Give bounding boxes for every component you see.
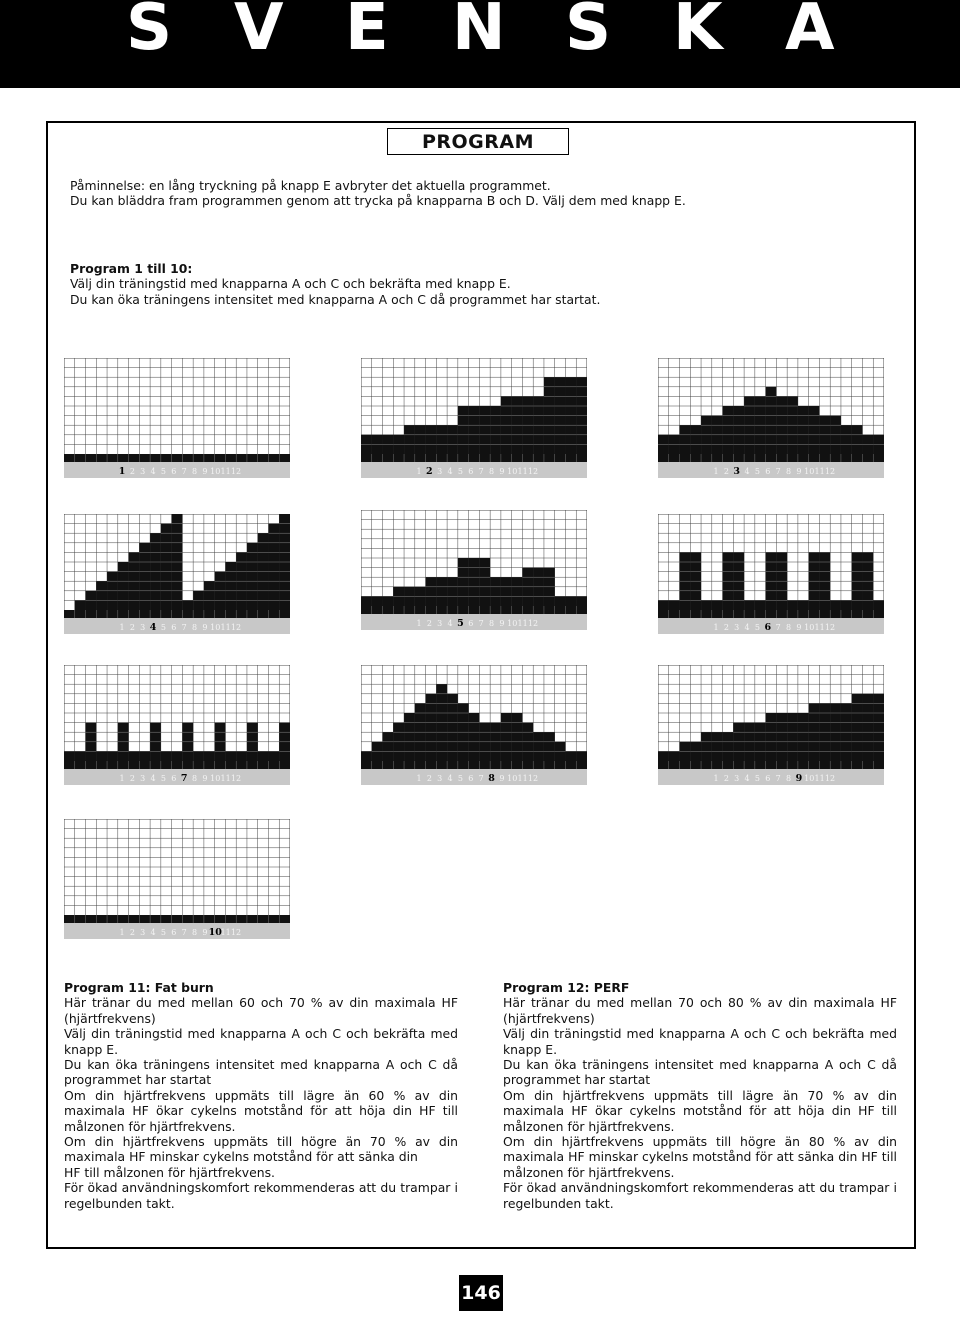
grid-background [64, 819, 290, 923]
profile-grid-svg [64, 514, 290, 634]
program-11-paragraph: Om din hjärtfrekvens uppmäts till högre än 70 % av din maximala HF minskar cykelns motstånd för att sänka din [64, 1134, 458, 1165]
program-number-label: 6 [765, 774, 771, 783]
profile-grid-svg [361, 510, 587, 630]
program-number-label: 7 [181, 467, 187, 476]
program-number-label: 9 [202, 928, 208, 937]
profile-bar [680, 425, 691, 454]
program-number-strip [64, 923, 290, 939]
program-number-label: 3 [734, 774, 740, 783]
program-number-label: 3 [140, 467, 146, 476]
program-number-label: 10 [507, 467, 518, 476]
profile-bar [107, 751, 118, 761]
banner-letter: N [452, 0, 506, 65]
profile-bar [490, 577, 501, 606]
program-12-paragraph: Här tränar du med mellan 70 och 80 % av din maximala HF (hjärtfrekvens) [503, 995, 897, 1026]
profile-bar [225, 751, 236, 761]
programs-1-10-heading: Program 1 till 10: [70, 261, 193, 276]
program-number-selected: 6 [764, 622, 772, 633]
profile-bar [479, 558, 490, 606]
page-number: 146 [459, 1275, 503, 1311]
profile-bar [161, 524, 172, 610]
program-number-label: 12 [230, 774, 242, 783]
profile-bar [766, 387, 777, 454]
profile-bar [426, 577, 437, 606]
program-number-selected: 4 [149, 622, 157, 633]
program-number-label: 2 [129, 774, 135, 783]
profile-bar [809, 406, 820, 454]
program-11-paragraph: För ökad användningskomfort rekommenderas att du trampar i regelbunden takt. [64, 1180, 458, 1211]
program-chart-4 [64, 514, 290, 634]
program-number-selected: 1 [118, 466, 126, 477]
program-number-label: 9 [796, 623, 802, 632]
program-number-label: 6 [765, 467, 771, 476]
profile-bar [701, 732, 712, 761]
profile-bar [436, 425, 447, 454]
profile-bar [118, 562, 129, 610]
program-number-strip [361, 614, 587, 630]
program-number-label: 9 [202, 623, 208, 632]
program-number-label: 11 [220, 623, 231, 632]
program-number-label: 4 [744, 623, 750, 632]
program-number-label: 3 [437, 774, 443, 783]
program-number-label: 4 [150, 467, 156, 476]
profile-bar [701, 600, 712, 610]
profile-bar [798, 406, 809, 454]
profile-bar [404, 425, 415, 454]
profile-base [361, 761, 587, 769]
program-number-label: 11 [517, 619, 528, 628]
program-11-paragraph: Du kan öka träningens intensitet med knapparna A och C då programmet har startat [64, 1057, 458, 1088]
program-number-label: 8 [191, 774, 198, 783]
program-number-label: 12 [824, 467, 836, 476]
banner-letter: V [234, 0, 284, 65]
profile-grid-svg [64, 358, 290, 478]
program-number-strip [658, 769, 884, 785]
program-number-label: 2 [129, 623, 135, 632]
profile-bar [436, 577, 447, 606]
profile-bar [852, 694, 863, 761]
program-number-label: 11 [220, 928, 231, 937]
programs-1-10-line: Du kan öka träningens intensitet med knapparna A och C då programmet har startat. [70, 291, 601, 307]
profile-bar [469, 713, 480, 761]
profile-bar [712, 600, 723, 610]
profile-bar [830, 600, 841, 610]
profile-bar [258, 751, 269, 761]
profile-bar [64, 751, 75, 761]
program-number-label: 2 [723, 774, 729, 783]
program-number-label: 12 [230, 467, 242, 476]
profile-bar [723, 732, 734, 761]
profile-bar [268, 524, 279, 610]
profile-bar [361, 596, 372, 606]
program-number-selected: 3 [733, 466, 741, 477]
program-number-label: 7 [478, 774, 484, 783]
profile-base [658, 454, 884, 462]
profile-bar [172, 751, 183, 761]
grid-background [64, 358, 290, 462]
profile-bar [576, 596, 587, 606]
program-number-label: 9 [499, 619, 505, 628]
profile-bar [426, 425, 437, 454]
profile-bar [268, 751, 279, 761]
profile-bar [193, 751, 204, 761]
profile-bar [733, 406, 744, 454]
program-11-paragraph: Välj din träningstid med knapparna A och C och bekräfta med knapp E. [64, 1026, 458, 1057]
program-number-label: 7 [478, 619, 484, 628]
program-number-label: 7 [478, 467, 484, 476]
program-number-strip [64, 462, 290, 478]
program-number-label: 5 [160, 774, 167, 783]
profile-bar [873, 694, 884, 761]
program-number-selected: 5 [457, 618, 464, 629]
program-number-label: 7 [181, 928, 187, 937]
profile-bar [766, 713, 777, 761]
profile-bar [744, 600, 755, 610]
profile-bar [139, 543, 150, 610]
profile-bar [501, 713, 512, 761]
profile-bar [501, 577, 512, 606]
program-number-label: 4 [447, 619, 453, 628]
profile-bar [776, 713, 787, 761]
program-11-section [64, 980, 458, 1211]
profile-grid-svg [658, 358, 884, 478]
program-number-label: 2 [426, 774, 432, 783]
program-11-paragraph: HF till målzonen för hjärtfrekvens. [64, 1164, 275, 1180]
program-chart-1 [64, 358, 290, 478]
program-11-paragraph: Om din hjärtfrekvens uppmäts till lägre än 60 % av din maximala HF ökar cykelns motstånd för att höja din HF till målzonen för hjärtfrekvens. [64, 1087, 458, 1134]
program-number-label: 7 [775, 467, 781, 476]
program-number-label: 1 [119, 623, 125, 632]
program-11-paragraph: Här tränar du med mellan 60 och 70 % av din maximala HF (hjärtfrekvens) [64, 995, 458, 1026]
program-number-label: 12 [230, 928, 242, 937]
program-12-paragraph: Du kan öka träningens intensitet med knapparna A och C då programmet har startat [503, 1057, 897, 1088]
profile-base [361, 606, 587, 614]
program-number-label: 10 [210, 623, 221, 632]
program-number-label: 1 [119, 928, 125, 937]
program-number-label: 6 [468, 619, 474, 628]
profile-bar [469, 406, 480, 454]
profile-bar [787, 600, 798, 610]
program-number-label: 7 [181, 623, 187, 632]
program-number-label: 8 [191, 623, 198, 632]
profile-bar [204, 751, 215, 761]
program-number-label: 1 [416, 774, 422, 783]
program-number-label: 10 [507, 619, 518, 628]
programs-1-10-text [70, 261, 870, 307]
program-number-label: 5 [160, 467, 167, 476]
profile-bar [129, 751, 140, 761]
profile-base [658, 761, 884, 769]
profile-bar [669, 600, 680, 610]
program-number-label: 9 [796, 467, 802, 476]
program-number-label: 3 [140, 774, 146, 783]
program-number-strip [361, 462, 587, 478]
program-number-label: 6 [171, 928, 177, 937]
profile-bar [426, 694, 437, 761]
profile-bar [458, 558, 469, 606]
program-number-selected: 7 [180, 773, 188, 784]
profile-bar [161, 751, 172, 761]
program-number-selected: 9 [795, 773, 803, 784]
profile-bar [458, 406, 469, 454]
profile-bar [873, 600, 884, 610]
profile-bar [469, 558, 480, 606]
profile-bar [75, 600, 86, 610]
program-number-label: 2 [129, 928, 135, 937]
program-number-label: 5 [754, 774, 761, 783]
program-12-paragraph: Om din hjärtfrekvens uppmäts till lägre än 70 % av din maximala HF ökar cykelns motstånd för att höja din HF till målzonen för hjärtfrekvens. [503, 1087, 897, 1134]
program-number-label: 3 [140, 928, 146, 937]
program-number-label: 1 [713, 774, 719, 783]
program-number-label: 9 [499, 774, 505, 783]
banner-letter: A [785, 0, 835, 65]
profile-bar [841, 425, 852, 454]
profile-bar [576, 751, 587, 761]
program-number-label: 9 [202, 774, 208, 783]
program-number-label: 2 [426, 619, 432, 628]
program-11-heading: Program 11: Fat burn [64, 980, 214, 995]
profile-bar [139, 751, 150, 761]
program-number-label: 4 [150, 928, 156, 937]
program-number-strip [64, 618, 290, 634]
program-chart-5 [361, 510, 587, 630]
profile-base [361, 454, 587, 462]
program-chart-3 [658, 358, 884, 478]
profile-grid-svg [658, 665, 884, 785]
program-number-label: 3 [734, 623, 740, 632]
program-number-label: 4 [447, 467, 453, 476]
program-chart-10 [64, 819, 290, 939]
profile-bar [565, 596, 576, 606]
profile-grid-svg [64, 819, 290, 939]
profile-grid-svg [658, 514, 884, 634]
program-number-label: 10 [804, 623, 815, 632]
profile-grid-svg [361, 665, 587, 785]
profile-base [658, 610, 884, 618]
profile-bar [512, 577, 523, 606]
program-number-label: 7 [775, 623, 781, 632]
program-12-paragraph: Välj din träningstid med knapparna A och C och bekräfta med knapp E. [503, 1026, 897, 1057]
program-number-label: 6 [468, 774, 474, 783]
program-number-label: 9 [202, 467, 208, 476]
program-number-label: 11 [517, 774, 528, 783]
intro-line: Påminnelse: en lång tryckning på knapp E avbryter det aktuella programmet. [70, 178, 551, 193]
program-number-label: 10 [210, 467, 221, 476]
program-number-label: 6 [171, 774, 177, 783]
program-chart-6 [658, 514, 884, 634]
program-number-label: 2 [723, 623, 729, 632]
profile-bar [447, 425, 458, 454]
profile-grid-svg [361, 358, 587, 478]
program-number-label: 11 [220, 467, 231, 476]
programs-1-10-line: Välj din träningstid med knapparna A och C och bekräfta med knapp E. [70, 276, 511, 292]
profile-bar [658, 600, 669, 610]
program-number-strip [64, 769, 290, 785]
profile-bar [862, 694, 873, 761]
program-number-label: 4 [447, 774, 453, 783]
banner-letter: S [126, 0, 173, 65]
program-number-label: 4 [744, 467, 750, 476]
profile-bar [787, 713, 798, 761]
profile-bar [204, 581, 215, 610]
program-number-label: 11 [814, 623, 825, 632]
program-12-heading: Program 12: PERF [503, 980, 630, 995]
profile-bar [798, 600, 809, 610]
program-number-label: 12 [824, 623, 836, 632]
program-number-label: 7 [775, 774, 781, 783]
banner-letter: K [673, 0, 723, 65]
profile-bar [383, 732, 394, 761]
program-number-label: 5 [160, 928, 167, 937]
program-number-label: 1 [416, 619, 422, 628]
profile-bar [852, 425, 863, 454]
program-number-label: 6 [171, 623, 177, 632]
profile-bar [690, 425, 701, 454]
profile-bar [415, 425, 426, 454]
profile-base [64, 610, 290, 618]
program-number-label: 10 [804, 467, 815, 476]
program-number-label: 12 [824, 774, 836, 783]
program-number-label: 1 [119, 774, 125, 783]
profile-bar [479, 406, 490, 454]
program-number-label: 4 [150, 774, 156, 783]
program-number-label: 8 [488, 467, 495, 476]
profile-bar [383, 596, 394, 606]
profile-bar [555, 596, 566, 606]
program-number-selected: 2 [426, 466, 433, 477]
program-number-label: 1 [713, 467, 719, 476]
profile-bar [447, 577, 458, 606]
profile-bar [544, 732, 555, 761]
program-chart-2 [361, 358, 587, 478]
program-number-label: 12 [527, 774, 539, 783]
profile-bar [533, 732, 544, 761]
program-number-label: 11 [220, 774, 231, 783]
profile-bar [247, 543, 258, 610]
profile-base [64, 915, 290, 923]
program-number-label: 3 [140, 623, 146, 632]
profile-bar [658, 751, 669, 761]
program-number-label: 8 [191, 928, 198, 937]
program-number-label: 11 [814, 774, 825, 783]
program-number-label: 2 [723, 467, 729, 476]
profile-bar [182, 600, 193, 610]
profile-base [64, 761, 290, 769]
profile-bar [75, 751, 86, 761]
profile-bar [372, 596, 383, 606]
program-number-label: 5 [160, 623, 167, 632]
profile-bar [798, 713, 809, 761]
profile-bar [841, 600, 852, 610]
program-number-label: 8 [785, 623, 792, 632]
program-number-label: 8 [785, 774, 792, 783]
program-number-label: 9 [499, 467, 505, 476]
program-number-label: 6 [468, 467, 474, 476]
program-number-strip [361, 769, 587, 785]
program-number-label: 8 [191, 467, 198, 476]
profile-bar [490, 406, 501, 454]
program-number-label: 8 [488, 619, 495, 628]
profile-bar [723, 406, 734, 454]
profile-bar [96, 751, 107, 761]
program-number-label: 11 [814, 467, 825, 476]
profile-bar [447, 694, 458, 761]
program-number-label: 3 [437, 467, 443, 476]
program-number-label: 1 [416, 467, 422, 476]
profile-bar [512, 713, 523, 761]
banner-letter: E [345, 0, 389, 65]
intro-line: Du kan bläddra fram programmen genom att trycka på knapparna B och D. Välj dem med knapp E. [70, 193, 686, 209]
program-number-label: 12 [527, 619, 539, 628]
intro-text [70, 178, 870, 209]
profile-bar [755, 600, 766, 610]
program-number-label: 3 [437, 619, 443, 628]
program-number-label: 5 [457, 467, 464, 476]
program-number-label: 2 [129, 467, 135, 476]
program-12-paragraph: Om din hjärtfrekvens uppmäts till högre än 80 % av din maximala HF minskar cykelns motstånd för att sänka din HF till målzonen för hjärtfrekvens. [503, 1134, 897, 1180]
profile-bar [225, 562, 236, 610]
program-number-strip [658, 462, 884, 478]
program-number-label: 10 [507, 774, 518, 783]
profile-grid-svg [64, 665, 290, 785]
program-number-label: 11 [517, 467, 528, 476]
program-chart-9 [658, 665, 884, 785]
program-12-section [503, 980, 897, 1211]
program-number-label: 5 [754, 623, 761, 632]
language-banner [0, 0, 960, 88]
program-number-label: 12 [527, 467, 539, 476]
section-title: PROGRAM [387, 128, 569, 155]
program-number-label: 1 [713, 623, 719, 632]
program-chart-7 [64, 665, 290, 785]
profile-base [64, 454, 290, 462]
profile-bar [669, 751, 680, 761]
program-number-label: 12 [230, 623, 242, 632]
program-number-label: 10 [210, 774, 221, 783]
program-number-label: 5 [457, 774, 464, 783]
program-number-selected: 8 [488, 773, 495, 784]
program-12-paragraph: För ökad användningskomfort rekommenderas att du trampar i regelbunden takt. [503, 1180, 897, 1211]
program-number-label: 5 [754, 467, 761, 476]
program-number-selected: 10 [208, 927, 222, 938]
program-number-label: 10 [804, 774, 815, 783]
profile-bar [712, 732, 723, 761]
program-number-label: 4 [744, 774, 750, 783]
profile-bar [404, 713, 415, 761]
program-number-label: 8 [785, 467, 792, 476]
profile-bar [565, 751, 576, 761]
profile-bar [236, 751, 247, 761]
banner-letter: S [565, 0, 612, 65]
profile-bar [361, 751, 372, 761]
profile-bar [96, 581, 107, 610]
program-number-label: 6 [171, 467, 177, 476]
program-chart-8 [361, 665, 587, 785]
